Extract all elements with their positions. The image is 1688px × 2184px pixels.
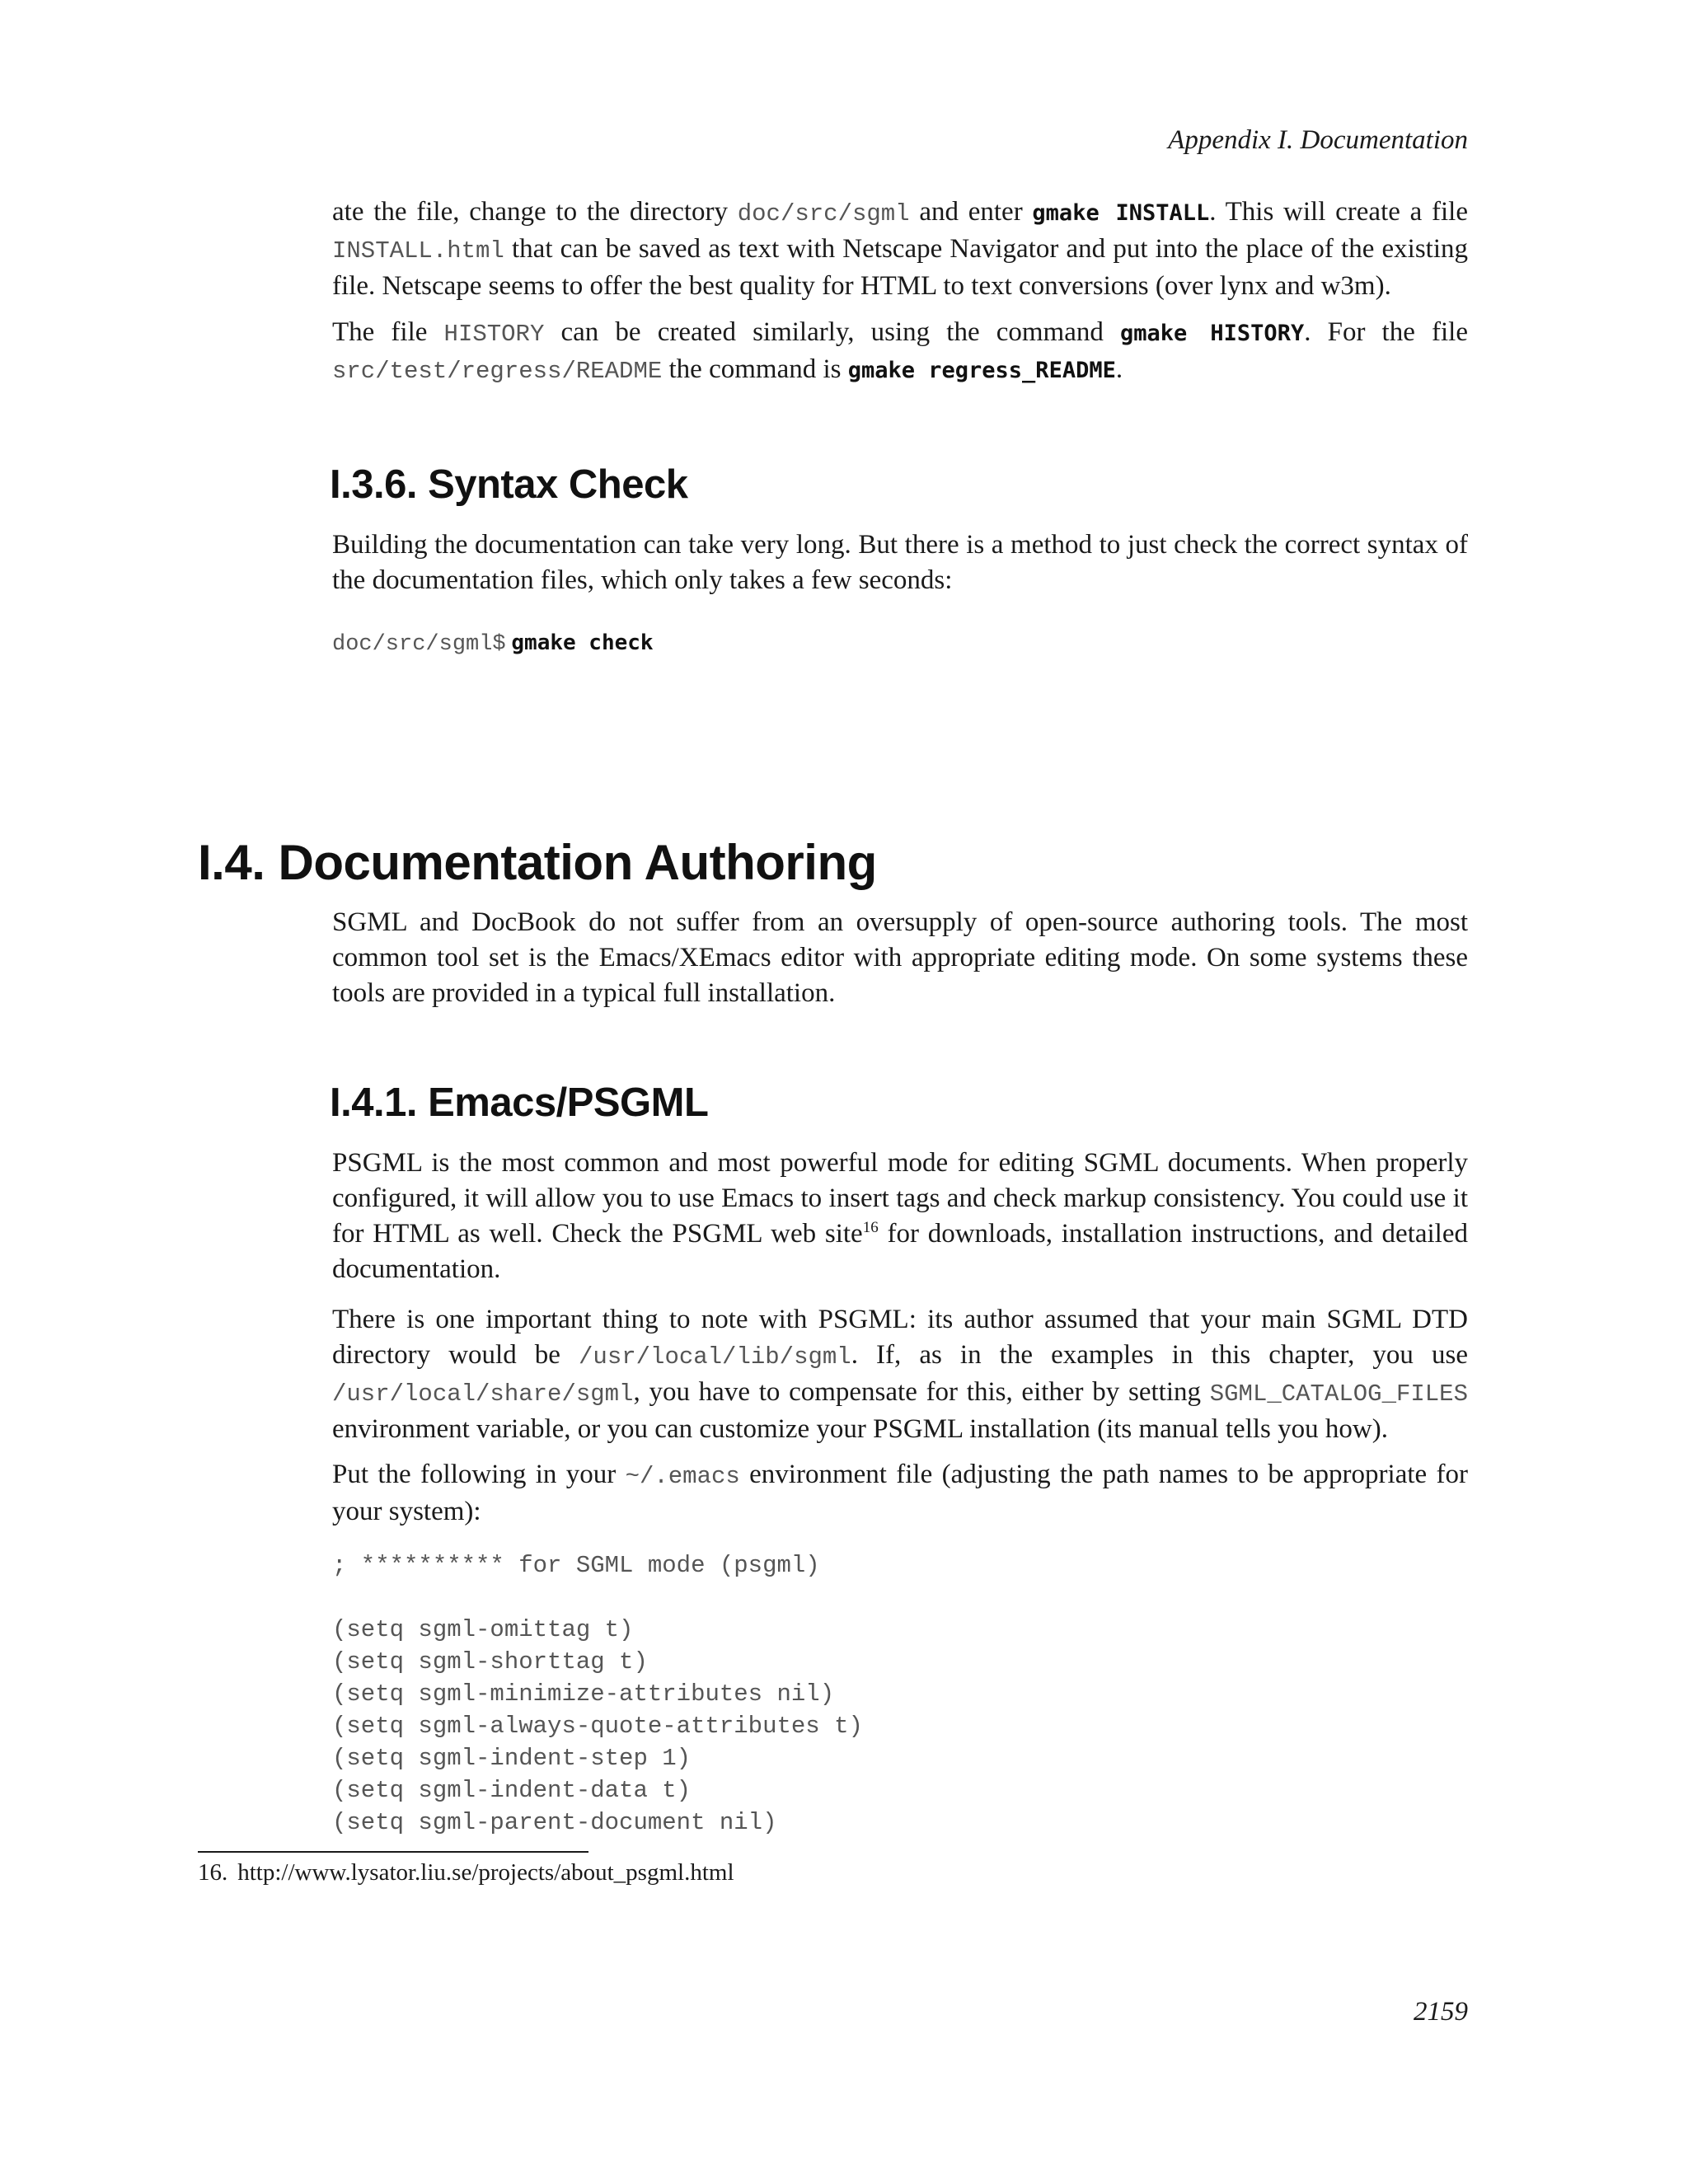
footnote-16	[198, 1859, 734, 1886]
filename-emacs: ~/.emacs	[625, 1463, 740, 1490]
running-header: Appendix I. Documentation	[1168, 125, 1468, 155]
text-run: environment file (adjusting the path names to be appropriate for your system):	[332, 1460, 1468, 1526]
paragraph-authoring-text: SGML and DocBook do not suffer from an oversupply of open-source authoring tools. The most common tool set is the Emacs/XEmacs editor with appropriate editing mode. On some systems these tools are provided in a typical full installation.	[332, 907, 1468, 1008]
paragraph-history	[332, 315, 1468, 389]
command-gmake-check: gmake check	[511, 630, 654, 655]
paragraph-psgml-intro-text	[332, 1146, 1468, 1287]
paragraph-psgml-dtd	[332, 1302, 1468, 1447]
text-run: , you have to compensate for this, either by setting	[633, 1377, 1210, 1407]
text-run: The file	[332, 317, 444, 347]
paragraph-authoring	[332, 905, 1468, 1011]
text-run: There is one important thing to note with PSGML: its author assumed that your main SGML DTD directory would be	[332, 1305, 1468, 1370]
paragraph-install-text	[332, 194, 1468, 304]
footnote-reference[interactable]: 16	[862, 1219, 879, 1236]
text-run: ate the file, change to the directory	[332, 197, 738, 227]
text-run: the command is	[662, 354, 848, 384]
text-run: . For the file	[1304, 317, 1468, 347]
shell-prompt: doc/src/sgml$	[332, 632, 506, 657]
filename-install-html: INSTALL.html	[332, 237, 504, 265]
text-run: . This will create a file	[1209, 197, 1468, 227]
paragraph-history-text	[332, 315, 1468, 389]
text-run: for downloads, installation instructions, and detailed documentation.	[332, 1219, 1468, 1284]
text-run: that can be saved as text with Netscape Navigator and put into the place of the existing file. Netscape seems to offer the best quality for HTML to text conversions (over lynx and w3m).	[332, 234, 1468, 301]
shell-command-line	[332, 630, 654, 657]
command-gmake-install: gmake INSTALL	[1032, 200, 1210, 226]
path-usr-local-share-sgml: /usr/local/share/sgml	[332, 1380, 634, 1408]
text-run: . If, as in the examples in this chapter, you use	[851, 1340, 1469, 1370]
footnote-number: 16.	[198, 1859, 228, 1886]
text-run: .	[1115, 354, 1123, 384]
text-run: and enter	[909, 197, 1033, 227]
paragraph-emacs-config-text	[332, 1457, 1468, 1530]
footnote-divider	[198, 1851, 588, 1853]
text-run: Put the following in your	[332, 1460, 626, 1489]
paragraph-install	[332, 194, 1468, 304]
paragraph-emacs-config	[332, 1457, 1468, 1530]
text-run: environment variable, or you can customize your PSGML installation (its manual tells you how).	[332, 1414, 1388, 1444]
paragraph-syntax-check	[332, 527, 1468, 598]
text-run: PSGML is the most common and most powerful mode for editing SGML documents. When properly configured, it will allow you to use Emacs to insert tags and check markup consistency. You could use it for HTML as well. Check the	[332, 1148, 1468, 1249]
paragraph-psgml-intro	[332, 1146, 1468, 1287]
filename-history: HISTORY	[443, 321, 545, 348]
command-gmake-regress-readme: gmake regress_README	[847, 358, 1116, 383]
section-heading-syntax-check: I.3.6. Syntax Check	[330, 462, 688, 507]
chapter-heading-documentation-authoring: I.4. Documentation Authoring	[198, 835, 877, 890]
path-regress-readme: src/test/regress/README	[332, 358, 663, 385]
section-heading-emacs-psgml: I.4.1. Emacs/PSGML	[330, 1080, 709, 1125]
psgml-web-site-link[interactable]: PSGML web site	[672, 1219, 863, 1249]
text-run: can be created similarly, using the command	[544, 317, 1120, 347]
path-doc-src-sgml: doc/src/sgml	[737, 200, 910, 227]
emacs-config-code-block: ; ********** for SGML mode (psgml) (setq sgml-omittag t) (setq sgml-shorttag t) (setq sgml-minimize-attributes nil) (setq sgml-always-quote-attributes t) (setq sgml-indent-step 1) (setq sgml-indent-data t) (setq sgml-parent-document nil)	[332, 1552, 863, 1836]
command-gmake-history: gmake HISTORY	[1120, 321, 1305, 346]
paragraph-syntax-check-text: Building the documentation can take very long. But there is a method to just check the correct syntax of the documentation files, which only takes a few seconds:	[332, 530, 1468, 595]
env-var-sgml-catalog-files: SGML_CATALOG_FILES	[1209, 1380, 1468, 1408]
path-usr-local-lib-sgml: /usr/local/lib/sgml	[579, 1343, 851, 1371]
footnote-url-link[interactable]: http://www.lysator.liu.se/projects/about_psgml.html	[237, 1859, 734, 1886]
paragraph-psgml-dtd-text	[332, 1302, 1468, 1447]
page-number: 2159	[1414, 1997, 1468, 2027]
